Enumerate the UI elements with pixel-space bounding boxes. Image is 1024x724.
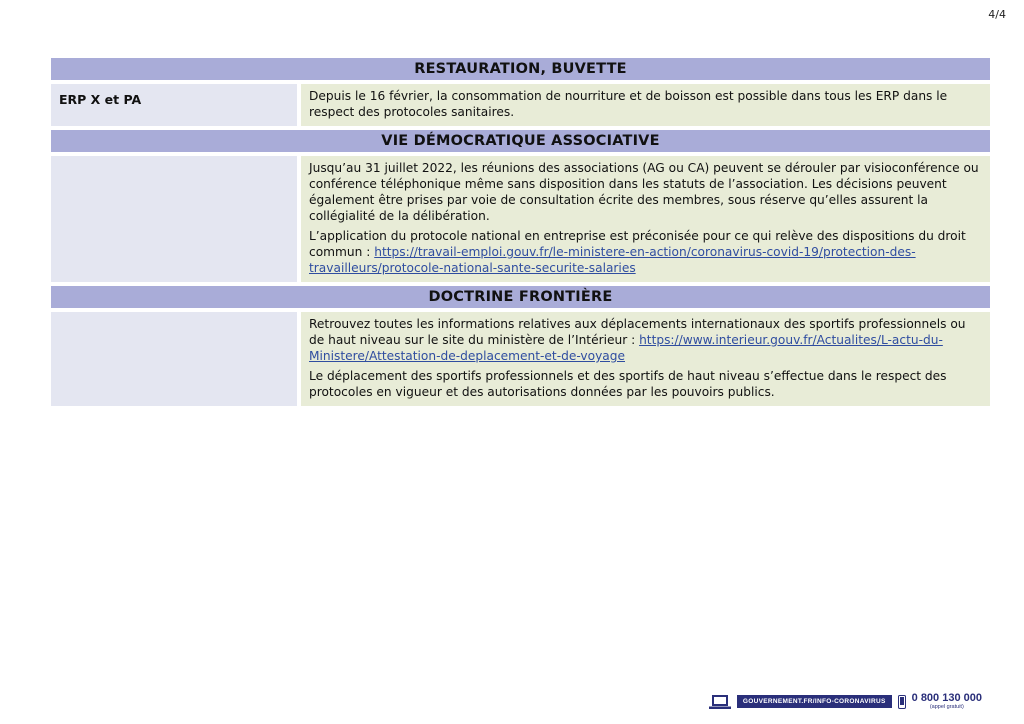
paragraph-text: Jusqu’au 31 juillet 2022, les réunions des associations (AG ou CA) peuvent se dérouler par visioconférence ou conférence téléphonique même sans disposition dans les statuts de l’association. Les décisions peuvent également être prises par voie de consultation écrite des membres, sous réserve qu’elles assurent la collégialité de la délibération.: [309, 161, 979, 223]
phone-note: (appel gratuit): [929, 704, 964, 710]
table-row: [51, 312, 990, 406]
paragraph: [309, 228, 982, 276]
table-row: [51, 84, 990, 126]
row-label: [51, 156, 297, 282]
phone-block: [912, 693, 982, 710]
phone-number[interactable]: 0 800 130 000: [911, 692, 982, 704]
external-link[interactable]: https://travail-emploi.gouv.fr/le-ministere-en-action/coronavirus-covid-19/protection-des-travailleurs/protocole-national-sante-securite-salaries: [309, 245, 916, 275]
row-content: [301, 84, 990, 126]
row-content: [301, 312, 990, 406]
paragraph: [309, 316, 982, 364]
table-row: [51, 156, 990, 282]
paragraph-text: Le déplacement des sportifs professionnels et des sportifs de haut niveau s’effectue dans le respect des protocoles en vigueur et des autorisations données par les pouvoirs publics.: [309, 369, 947, 399]
document-table: [51, 58, 990, 410]
phone-icon: [898, 695, 906, 709]
paragraph-text: Retrouvez toutes les informations relatives aux déplacements internationaux des sportifs professionnels ou de haut niveau sur le site du ministère de l’Intérieur :: [309, 317, 966, 347]
external-link[interactable]: https://www.interieur.gouv.fr/Actualites/L-actu-du-Ministere/Attestation-de-deplacement-et-de-voyage: [309, 333, 943, 363]
paragraph-text: L’application du protocole national en entreprise est préconisée pour ce qui relève des dispositions du droit commun :: [309, 229, 966, 259]
row-content: [301, 156, 990, 282]
laptop-icon: [709, 694, 731, 710]
footer: [709, 693, 982, 710]
row-label: ERP X et PA: [51, 84, 297, 126]
paragraph: [309, 160, 982, 224]
paragraph: [309, 368, 982, 400]
row-label: [51, 312, 297, 406]
section-header: VIE DÉMOCRATIQUE ASSOCIATIVE: [51, 130, 990, 152]
section-header: DOCTRINE FRONTIÈRE: [51, 286, 990, 308]
section-header: RESTAURATION, BUVETTE: [51, 58, 990, 80]
paragraph-text: Depuis le 16 février, la consommation de nourriture et de boisson est possible dans tous les ERP dans le respect des protocoles sanitaires.: [309, 89, 948, 119]
page-number: 4/4: [988, 8, 1006, 21]
website-link[interactable]: GOUVERNEMENT.FR/INFO-CORONAVIRUS: [737, 695, 892, 708]
paragraph: [309, 88, 982, 120]
